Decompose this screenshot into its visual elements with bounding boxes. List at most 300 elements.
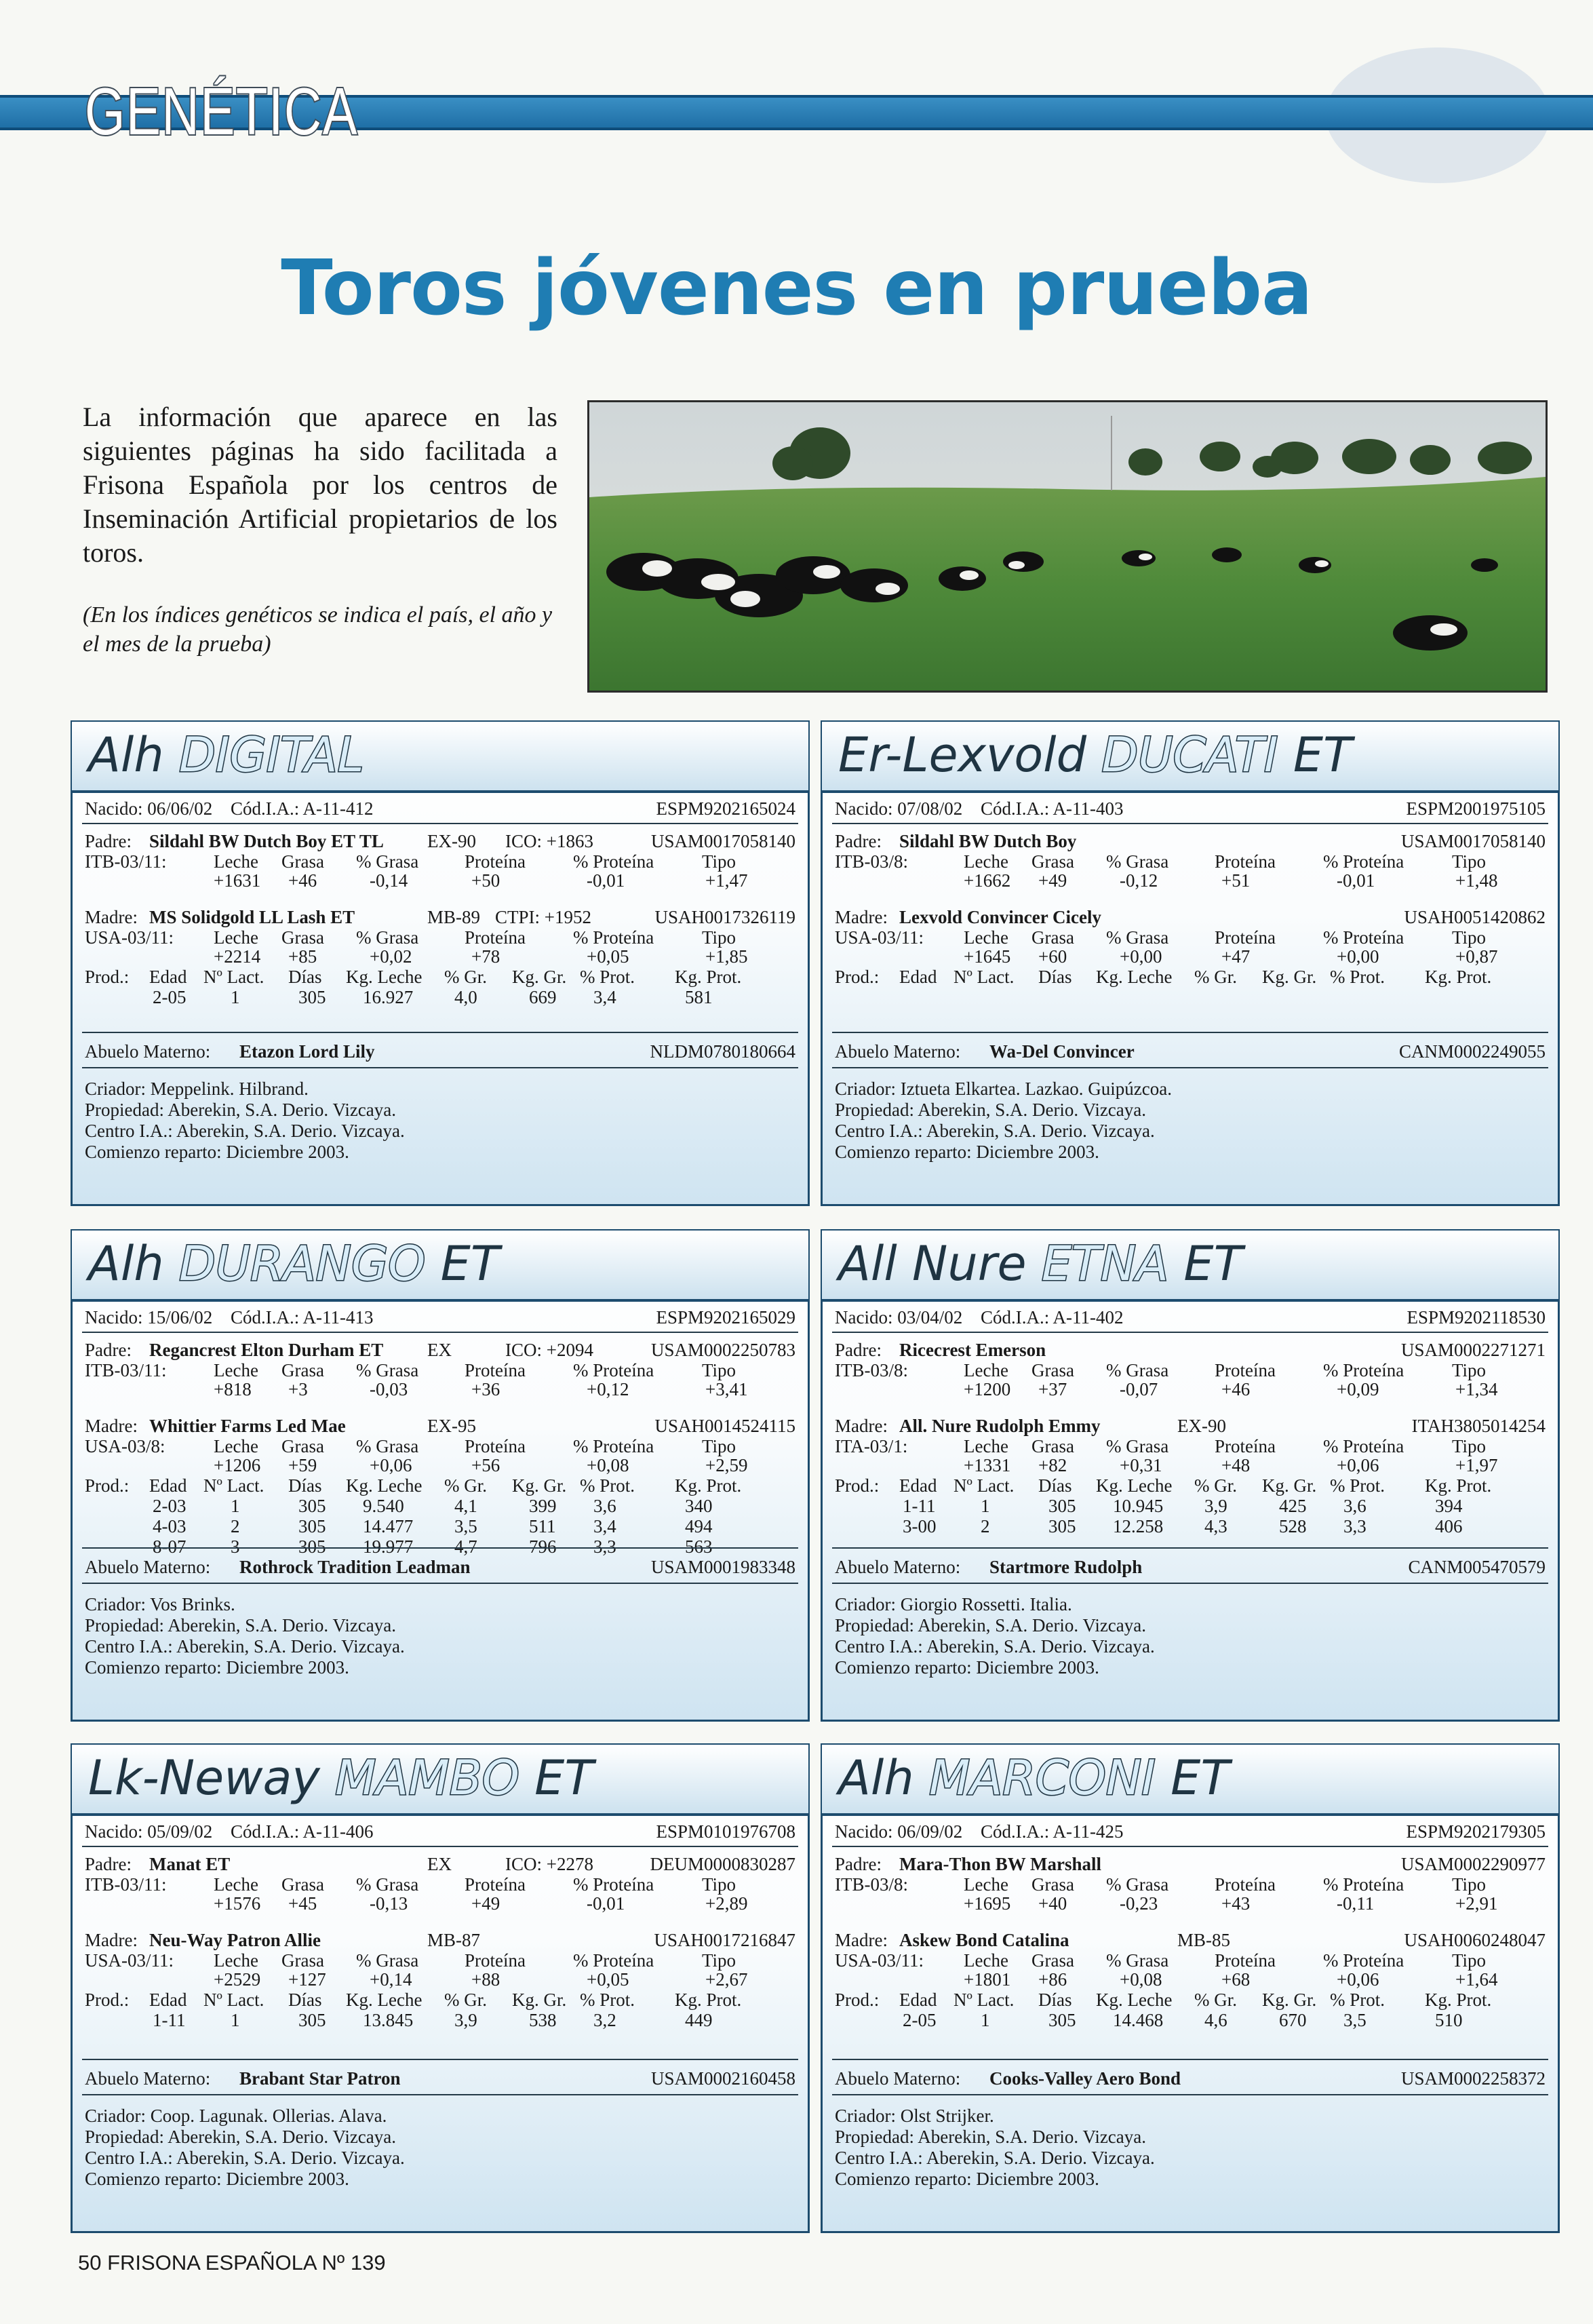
divider <box>832 1067 1548 1068</box>
production-value: 2-05 <box>903 2010 937 2030</box>
production-value: 9.540 <box>363 1496 404 1516</box>
production-value: 3,3 <box>593 1536 616 1557</box>
index-header-pproteina: % Proteína <box>573 1874 654 1895</box>
production-value: 563 <box>685 1536 713 1557</box>
production-header-pprot: % Prot. <box>1330 1990 1385 2010</box>
dam-class: MB-89 <box>427 907 481 927</box>
bull-prefix: All Nure <box>838 1236 1027 1292</box>
bull-main-name: ETNA <box>1041 1236 1169 1292</box>
sire-index-value: -0,01 <box>1337 870 1375 891</box>
maternal-grandsire-name: Brabant Star Patron <box>239 2068 401 2089</box>
breeder-info-text: Comienzo reparto: Diciembre 2003. <box>85 1657 349 1678</box>
index-header-proteina: Proteína <box>1215 1874 1276 1895</box>
production-value: 406 <box>1435 1516 1463 1536</box>
index-header-tipo: Tipo <box>1452 1436 1487 1456</box>
index-header-grasa: Grasa <box>1031 1360 1074 1380</box>
sire-index-value: +3,41 <box>705 1379 748 1399</box>
dam-id: USAH0017216847 <box>654 1930 795 1950</box>
production-value: 796 <box>529 1536 557 1557</box>
sire-class: EX <box>427 1854 452 1874</box>
breeder-info-text: Propiedad: Aberekin, S.A. Derio. Vizcaya. <box>835 1100 1147 1120</box>
production-header-pprot: % Prot. <box>580 967 635 987</box>
breeder-info-text: Centro I.A.: Aberekin, S.A. Derio. Vizcaya. <box>85 1121 405 1141</box>
divider <box>82 2059 798 2060</box>
breeder-info-text: Criador: Olst Strijker. <box>835 2106 994 2126</box>
production-value: 494 <box>685 1516 713 1536</box>
sire-index-value: +1,47 <box>705 870 748 891</box>
divider <box>82 1067 798 1068</box>
index-header-leche: Leche <box>964 851 1008 872</box>
maternal-grandsire-label: Abuelo Materno: <box>835 1557 961 1577</box>
index-header-pproteina: % Proteína <box>1323 1360 1404 1380</box>
dam-name: MS Solidgold LL Lash ET <box>149 907 355 927</box>
bull-name <box>88 1750 593 1806</box>
dam-eval-label: USA-03/11: <box>85 927 174 948</box>
production-header-dias: Días <box>288 967 322 987</box>
index-header-tipo: Tipo <box>702 927 736 948</box>
index-header-grasa: Grasa <box>1031 1950 1074 1971</box>
breeder-info-text: Criador: Meppelink. Hilbrand. <box>85 1079 309 1099</box>
index-header-pproteina: % Proteína <box>573 851 654 872</box>
sire-index-value: +0,09 <box>1337 1379 1379 1399</box>
production-value: 1 <box>231 2010 240 2030</box>
index-header-pproteina: % Proteína <box>573 1436 654 1456</box>
index-header-leche: Leche <box>214 1360 258 1380</box>
sire-class: EX <box>427 1340 452 1360</box>
sire-index-value: -0,03 <box>370 1379 408 1399</box>
production-value: 3,9 <box>454 2010 477 2030</box>
index-header-tipo: Tipo <box>1452 1950 1487 1971</box>
divider <box>82 1032 798 1033</box>
sire-index-value: -0,13 <box>370 1893 408 1914</box>
breeder-info-text: Comienzo reparto: Diciembre 2003. <box>835 1142 1099 1162</box>
production-header-pgr: % Gr. <box>444 967 487 987</box>
bull-card <box>821 1229 1560 1722</box>
sire-id: USAM0002271271 <box>1400 1340 1546 1360</box>
sire-eval-label: ITB-03/11: <box>85 1874 167 1895</box>
breeder-info-text: Propiedad: Aberekin, S.A. Derio. Vizcaya. <box>85 1100 397 1120</box>
production-value: 305 <box>298 1516 326 1536</box>
production-value: 1-11 <box>153 2010 186 2030</box>
sire-class: EX-90 <box>427 831 476 851</box>
divider <box>82 1547 798 1549</box>
production-value: 1 <box>231 1496 240 1516</box>
index-header-pproteina: % Proteína <box>1323 1436 1404 1456</box>
divider <box>832 1547 1548 1549</box>
production-value: 4,7 <box>454 1536 477 1557</box>
divider <box>832 1846 1548 1847</box>
production-header-pprot: % Prot. <box>580 1475 635 1496</box>
breeder-info-text: Comienzo reparto: Diciembre 2003. <box>835 1657 1099 1678</box>
production-header-nlact: Nº Lact. <box>203 967 264 987</box>
production-header-kgprot: Kg. Prot. <box>1425 967 1492 987</box>
index-header-pgrasa: % Grasa <box>356 1950 419 1971</box>
production-label: Prod.: <box>85 1475 130 1496</box>
dam-index-value: +0,05 <box>587 946 629 967</box>
production-header-kgleche: Kg. Leche <box>346 1990 422 2010</box>
registration-id: ESPM9202165024 <box>656 798 795 819</box>
sire-id: DEUM0000830287 <box>650 1854 795 1874</box>
breeder-info-text: Propiedad: Aberekin, S.A. Derio. Vizcaya. <box>835 2127 1147 2147</box>
maternal-grandsire-name: Rothrock Tradition Leadman <box>239 1557 471 1577</box>
production-header-edad: Edad <box>899 1475 937 1496</box>
production-header-kgprot: Kg. Prot. <box>675 1475 742 1496</box>
dam-index-value: +1,64 <box>1455 1969 1498 1990</box>
dam-index-value: +0,06 <box>1337 1969 1379 1990</box>
index-header-pproteina: % Proteína <box>1323 851 1404 872</box>
index-header-grasa: Grasa <box>1031 927 1074 948</box>
dam-name: Askew Bond Catalina <box>899 1930 1069 1950</box>
production-value: 425 <box>1279 1496 1307 1516</box>
production-header-kgprot: Kg. Prot. <box>675 967 742 987</box>
bull-suffix: ET <box>1183 1236 1243 1292</box>
breeder-info-text: Propiedad: Aberekin, S.A. Derio. Vizcaya. <box>835 1615 1147 1635</box>
production-value: 305 <box>298 987 326 1007</box>
production-value: 2 <box>231 1516 240 1536</box>
sire-label: Padre: <box>835 831 882 851</box>
sire-index-value: +1662 <box>964 870 1011 891</box>
sire-index-value: +1,34 <box>1455 1379 1498 1399</box>
maternal-grandsire-name: Etazon Lord Lily <box>239 1041 375 1062</box>
registration-id: ESPM2001975105 <box>1406 798 1546 819</box>
index-header-pproteina: % Proteína <box>573 927 654 948</box>
ia-code: Cód.I.A.: A-11-412 <box>231 798 374 819</box>
divider <box>832 2059 1548 2060</box>
dam-index-value: +59 <box>288 1455 317 1475</box>
production-header-pprot: % Prot. <box>1330 1475 1385 1496</box>
dam-index-value: +48 <box>1221 1455 1251 1475</box>
dam-index-value: +2,67 <box>705 1969 748 1990</box>
divider <box>82 1846 798 1847</box>
index-header-leche: Leche <box>214 1436 258 1456</box>
index-header-leche: Leche <box>214 851 258 872</box>
dam-id: USAH0060248047 <box>1404 1930 1546 1950</box>
production-header-nlact: Nº Lact. <box>953 967 1015 987</box>
maternal-grandsire-label: Abuelo Materno: <box>85 1041 211 1062</box>
production-value: 2 <box>981 1516 990 1536</box>
intro-note: (En los índices genéticos se indica el país, el año y el mes de la prueba) <box>83 602 553 657</box>
production-value: 10.945 <box>1113 1496 1164 1516</box>
index-header-grasa: Grasa <box>1031 1874 1074 1895</box>
divider <box>832 1332 1548 1333</box>
maternal-grandsire-id: USAM0002160458 <box>650 2068 795 2089</box>
dam-index-value: +0,08 <box>587 1455 629 1475</box>
sire-index-value: +51 <box>1221 870 1251 891</box>
index-header-leche: Leche <box>964 1360 1008 1380</box>
dam-index-value: +1,85 <box>705 946 748 967</box>
production-header-dias: Días <box>288 1990 322 2010</box>
sire-index-value: -0,01 <box>587 870 625 891</box>
production-value: 305 <box>298 1536 326 1557</box>
dam-label: Madre: <box>835 1416 888 1436</box>
sire-name: Mara-Thon BW Marshall <box>899 1854 1102 1874</box>
sire-name: Sildahl BW Dutch Boy <box>899 831 1077 851</box>
index-header-tipo: Tipo <box>702 1436 736 1456</box>
bull-main-name: DUCATI <box>1101 727 1278 783</box>
dam-index-value: +0,14 <box>370 1969 412 1990</box>
dam-label: Madre: <box>835 1930 888 1950</box>
production-value: 305 <box>298 2010 326 2030</box>
production-header-edad: Edad <box>149 1990 187 2010</box>
production-header-kgleche: Kg. Leche <box>1096 967 1173 987</box>
index-header-pgrasa: % Grasa <box>356 851 419 872</box>
dam-eval-label: ITA-03/1: <box>835 1436 908 1456</box>
production-value: 394 <box>1435 1496 1463 1516</box>
birth-date: Nacido: 06/06/02 <box>85 798 213 819</box>
production-value: 669 <box>529 987 557 1007</box>
production-header-kggr: Kg. Gr. <box>1262 967 1317 987</box>
dam-index-value: +78 <box>471 946 500 967</box>
sire-index-value: +43 <box>1221 1893 1251 1914</box>
sire-index-value: -0,23 <box>1120 1893 1158 1914</box>
card-header <box>72 722 808 793</box>
dam-index-value: +56 <box>471 1455 500 1475</box>
production-header-edad: Edad <box>149 967 187 987</box>
production-header-kggr: Kg. Gr. <box>512 967 567 987</box>
production-value: 449 <box>685 2010 713 2030</box>
production-header-pgr: % Gr. <box>1194 1475 1237 1496</box>
sire-index-value: -0,01 <box>587 1893 625 1914</box>
bull-name <box>838 1236 1242 1292</box>
maternal-grandsire-id: USAM0002258372 <box>1400 2068 1546 2089</box>
production-value: 3,4 <box>593 1516 616 1536</box>
sire-id: USAM0017058140 <box>1400 831 1546 851</box>
dam-index-value: +0,87 <box>1455 946 1498 967</box>
production-value: 4,0 <box>454 987 477 1007</box>
production-header-pprot: % Prot. <box>580 1990 635 2010</box>
production-value: 1-11 <box>903 1496 936 1516</box>
index-header-grasa: Grasa <box>1031 851 1074 872</box>
sire-name: Ricecrest Emerson <box>899 1340 1046 1360</box>
maternal-grandsire-label: Abuelo Materno: <box>85 1557 211 1577</box>
bull-prefix: Alh <box>88 1236 164 1292</box>
production-value: 1 <box>981 1496 990 1516</box>
sire-eval-label: ITB-03/8: <box>835 851 908 872</box>
bull-main-name: DIGITAL <box>178 727 364 783</box>
dam-id: ITAH3805014254 <box>1411 1416 1546 1436</box>
production-value: 19.977 <box>363 1536 414 1557</box>
production-value: 305 <box>1048 1496 1076 1516</box>
card-header <box>822 1745 1558 1816</box>
dam-extra: CTPI: +1952 <box>495 907 591 927</box>
production-value: 13.845 <box>363 2010 414 2030</box>
dam-name: All. Nure Rudolph Emmy <box>899 1416 1101 1436</box>
dam-index-value: +2529 <box>214 1969 261 1990</box>
breeder-info-text: Centro I.A.: Aberekin, S.A. Derio. Vizcaya. <box>835 1636 1155 1657</box>
index-header-proteina: Proteína <box>465 1360 526 1380</box>
production-header-kgprot: Kg. Prot. <box>1425 1475 1492 1496</box>
production-header-kggr: Kg. Gr. <box>512 1990 567 2010</box>
dam-index-value: +68 <box>1221 1969 1251 1990</box>
index-header-proteina: Proteína <box>465 1436 526 1456</box>
breeder-info-text: Criador: Iztueta Elkartea. Lazkao. Guipúzcoa. <box>835 1079 1173 1099</box>
dam-class: EX-95 <box>427 1416 476 1436</box>
maternal-grandsire-id: NLDM0780180664 <box>650 1041 795 1062</box>
production-value: 670 <box>1279 2010 1307 2030</box>
index-header-leche: Leche <box>214 1950 258 1971</box>
production-value: 1 <box>981 2010 990 2030</box>
production-header-pprot: % Prot. <box>1330 967 1385 987</box>
production-value: 3,5 <box>1343 2010 1366 2030</box>
production-value: 4,1 <box>454 1496 477 1516</box>
index-header-grasa: Grasa <box>281 1360 324 1380</box>
dam-index-value: +0,08 <box>1120 1969 1162 1990</box>
dam-name: Lexvold Convincer Cicely <box>899 907 1101 927</box>
sire-index-value: +1200 <box>964 1379 1011 1399</box>
sire-index-value: +1576 <box>214 1893 261 1914</box>
production-header-pgr: % Gr. <box>444 1990 487 2010</box>
dam-id: USAH0014524115 <box>654 1416 795 1436</box>
sire-index-value: +37 <box>1038 1379 1067 1399</box>
index-header-grasa: Grasa <box>281 1874 324 1895</box>
dam-index-value: +1331 <box>964 1455 1011 1475</box>
production-header-nlact: Nº Lact. <box>203 1475 264 1496</box>
production-label: Prod.: <box>835 967 880 987</box>
bull-suffix: ET <box>440 1236 500 1292</box>
maternal-grandsire-id: USAM0001983348 <box>650 1557 795 1577</box>
dam-index-value: +0,06 <box>1337 1455 1379 1475</box>
production-value: 1 <box>231 987 240 1007</box>
production-value: 4,3 <box>1204 1516 1227 1536</box>
production-value: 305 <box>1048 2010 1076 2030</box>
sire-index-value: +50 <box>471 870 500 891</box>
index-header-grasa: Grasa <box>1031 1436 1074 1456</box>
production-header-kgleche: Kg. Leche <box>346 1475 422 1496</box>
sire-index-value: +2,89 <box>705 1893 748 1914</box>
production-value: 2-05 <box>153 987 186 1007</box>
breeder-info-text: Comienzo reparto: Diciembre 2003. <box>85 2169 349 2189</box>
breeder-info-text: Centro I.A.: Aberekin, S.A. Derio. Vizcaya. <box>85 1636 405 1657</box>
bull-card <box>821 1743 1560 2233</box>
bull-prefix: Alh <box>838 1750 914 1806</box>
production-header-kggr: Kg. Gr. <box>1262 1475 1317 1496</box>
production-value: 3,4 <box>593 987 616 1007</box>
index-header-pgrasa: % Grasa <box>1106 851 1169 872</box>
production-header-kgleche: Kg. Leche <box>346 967 422 987</box>
sire-index-value: -0,07 <box>1120 1379 1158 1399</box>
index-header-tipo: Tipo <box>702 1874 736 1895</box>
sire-name: Regancrest Elton Durham ET <box>149 1340 384 1360</box>
sire-index-value: +46 <box>288 870 317 891</box>
breeder-info-text: Centro I.A.: Aberekin, S.A. Derio. Vizcaya. <box>835 1121 1155 1141</box>
bull-prefix: Alh <box>88 727 164 783</box>
production-value: 340 <box>685 1496 713 1516</box>
sire-label: Padre: <box>85 831 132 851</box>
page-footer: 50 FRISONA ESPAÑOLA Nº 139 <box>78 2251 386 2274</box>
sire-index-value: +45 <box>288 1893 317 1914</box>
production-header-nlact: Nº Lact. <box>203 1990 264 2010</box>
breeder-info-text: Centro I.A.: Aberekin, S.A. Derio. Vizcaya. <box>835 2148 1155 2168</box>
production-header-kgprot: Kg. Prot. <box>1425 1990 1492 2010</box>
production-header-pgr: % Gr. <box>1194 967 1237 987</box>
sire-eval-label: ITB-03/11: <box>85 851 167 872</box>
birth-date: Nacido: 05/09/02 <box>85 1821 213 1842</box>
production-value: 3,3 <box>1343 1516 1366 1536</box>
dam-index-value: +85 <box>288 946 317 967</box>
sire-index-value: +40 <box>1038 1893 1067 1914</box>
index-header-tipo: Tipo <box>702 1360 736 1380</box>
index-header-pgrasa: % Grasa <box>1106 1874 1169 1895</box>
registration-id: ESPM0101976708 <box>656 1821 795 1842</box>
birth-date: Nacido: 15/06/02 <box>85 1307 213 1328</box>
breeder-info-text: Centro I.A.: Aberekin, S.A. Derio. Vizcaya. <box>85 2148 405 2168</box>
index-header-pproteina: % Proteína <box>1323 1874 1404 1895</box>
index-header-proteina: Proteína <box>1215 927 1276 948</box>
index-header-proteina: Proteína <box>1215 1436 1276 1456</box>
production-value: 510 <box>1435 2010 1463 2030</box>
production-label: Prod.: <box>85 1990 130 2010</box>
dam-label: Madre: <box>835 907 888 927</box>
index-header-tipo: Tipo <box>1452 927 1487 948</box>
production-value: 8-07 <box>153 1536 186 1557</box>
dam-class: EX-90 <box>1177 1416 1226 1436</box>
card-header <box>822 1231 1558 1302</box>
production-header-nlact: Nº Lact. <box>953 1990 1015 2010</box>
production-label: Prod.: <box>835 1990 880 2010</box>
dam-label: Madre: <box>85 1416 138 1436</box>
index-header-proteina: Proteína <box>1215 1950 1276 1971</box>
index-header-leche: Leche <box>964 927 1008 948</box>
production-value: 14.477 <box>363 1516 414 1536</box>
birth-date: Nacido: 07/08/02 <box>835 798 963 819</box>
dam-label: Madre: <box>85 907 138 927</box>
dam-index-value: +0,05 <box>587 1969 629 1990</box>
production-header-nlact: Nº Lact. <box>953 1475 1015 1496</box>
sire-id: USAM0002290977 <box>1400 1854 1546 1874</box>
birth-date: Nacido: 03/04/02 <box>835 1307 963 1328</box>
index-header-pgrasa: % Grasa <box>1106 1436 1169 1456</box>
production-value: 3 <box>231 1536 240 1557</box>
dam-index-value: +0,31 <box>1120 1455 1162 1475</box>
bull-prefix: Er-Lexvold <box>838 727 1087 783</box>
dam-class: MB-87 <box>427 1930 481 1950</box>
index-header-pgrasa: % Grasa <box>1106 1360 1169 1380</box>
registration-id: ESPM9202179305 <box>1406 1821 1546 1842</box>
dam-id: USAH0051420862 <box>1404 907 1546 927</box>
card-header <box>72 1231 808 1302</box>
maternal-grandsire-label: Abuelo Materno: <box>835 2068 961 2089</box>
production-header-pgr: % Gr. <box>1194 1990 1237 2010</box>
maternal-grandsire-label: Abuelo Materno: <box>85 2068 211 2089</box>
index-header-pgrasa: % Grasa <box>1106 927 1169 948</box>
production-value: 4-03 <box>153 1516 186 1536</box>
dam-label: Madre: <box>85 1930 138 1950</box>
registration-id: ESPM9202165029 <box>656 1307 795 1328</box>
card-header <box>72 1745 808 1816</box>
index-header-grasa: Grasa <box>281 851 324 872</box>
index-header-pgrasa: % Grasa <box>1106 1950 1169 1971</box>
production-value: 12.258 <box>1113 1516 1164 1536</box>
production-header-edad: Edad <box>149 1475 187 1496</box>
index-header-proteina: Proteína <box>1215 851 1276 872</box>
production-value: 3,6 <box>593 1496 616 1516</box>
bull-main-name: MAMBO <box>335 1750 519 1806</box>
ia-code: Cód.I.A.: A-11-406 <box>231 1821 374 1842</box>
sire-index-value: -0,12 <box>1120 870 1158 891</box>
dam-index-value: +47 <box>1221 946 1251 967</box>
breeder-info-text: Propiedad: Aberekin, S.A. Derio. Vizcaya. <box>85 1615 397 1635</box>
production-value: 3-00 <box>903 1516 937 1536</box>
ia-code: Cód.I.A.: A-11-403 <box>981 798 1124 819</box>
card-header <box>822 722 1558 793</box>
section-label: GENÉTICA <box>85 74 359 149</box>
sire-label: Padre: <box>85 1854 132 1874</box>
sire-index-value: +818 <box>214 1379 252 1399</box>
maternal-grandsire-name: Wa-Del Convincer <box>989 1041 1135 1062</box>
sire-name: Sildahl BW Dutch Boy ET TL <box>149 831 384 851</box>
bull-name <box>88 727 364 783</box>
intro-paragraph: La información que aparece en las siguientes páginas ha sido facilitada a Frisona Española por los centros de Inseminación Artificial propietarios de los toros. <box>83 402 557 568</box>
